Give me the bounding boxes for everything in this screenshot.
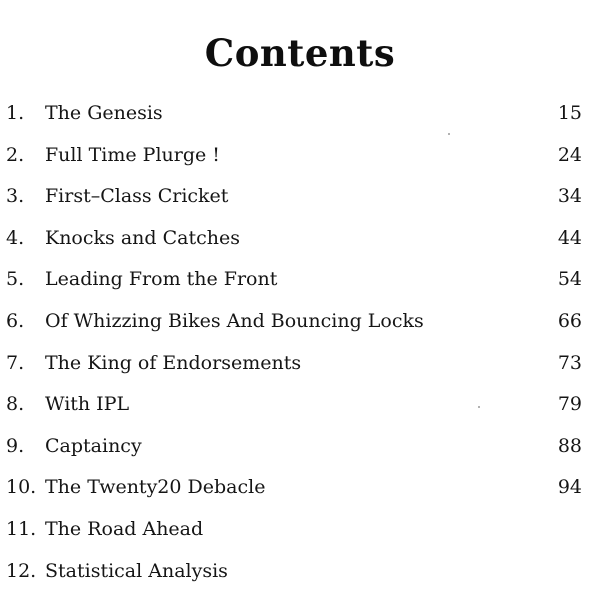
entry-title: The Road Ahead xyxy=(45,517,204,540)
toc-entry xyxy=(0,346,600,388)
entry-number: 11. xyxy=(6,517,37,540)
toc-entry xyxy=(0,304,600,346)
table-of-contents xyxy=(0,96,600,595)
entry-title: With IPL xyxy=(45,393,130,416)
entry-title: Of Whizzing Bikes And Bouncing Locks xyxy=(45,309,424,332)
entry-number: 12. xyxy=(6,559,37,582)
entry-title: Knocks and Catches xyxy=(45,226,240,249)
entry-number: 10. xyxy=(6,476,37,499)
entry-title: The King of Endorsements xyxy=(45,351,302,374)
toc-entry xyxy=(0,470,600,512)
entry-number: 1. xyxy=(6,102,25,124)
entry-number: 8. xyxy=(6,393,25,416)
entry-number: 6. xyxy=(6,309,25,332)
entry-number: 7. xyxy=(6,351,25,374)
toc-entry xyxy=(0,512,600,554)
entry-number: 9. xyxy=(6,434,25,457)
entry-page: 66 xyxy=(557,309,582,332)
entry-page: 88 xyxy=(557,434,582,457)
entry-page: 54 xyxy=(557,268,582,291)
entry-page: 73 xyxy=(557,351,582,374)
entry-title: Full Time Plurge ! xyxy=(45,143,220,166)
entry-page: 34 xyxy=(557,185,582,208)
entry-title: First–Class Cricket xyxy=(45,185,229,208)
entry-page: 79 xyxy=(557,393,582,416)
toc-entry xyxy=(0,96,600,138)
page-title: Contents xyxy=(204,30,396,75)
toc-entry xyxy=(0,554,600,595)
scan-speck xyxy=(448,133,450,135)
entry-number: 4. xyxy=(6,226,25,249)
entry-number: 5. xyxy=(6,268,25,291)
entry-title: Captaincy xyxy=(45,434,142,457)
toc-entry xyxy=(0,138,600,180)
scan-speck xyxy=(478,406,480,408)
entry-title: The Genesis xyxy=(45,102,163,124)
entry-title: Leading From the Front xyxy=(45,268,278,291)
toc-entry xyxy=(0,262,600,304)
entry-page: 94 xyxy=(557,476,582,499)
entry-number: 3. xyxy=(6,185,25,208)
entry-title: The Twenty20 Debacle xyxy=(45,476,266,499)
entry-page: 15 xyxy=(557,102,582,124)
entry-page: 24 xyxy=(557,143,582,166)
entry-title: Statistical Analysis xyxy=(45,559,228,582)
entry-page: 44 xyxy=(557,226,582,249)
toc-entry xyxy=(0,179,600,221)
toc-entry xyxy=(0,429,600,471)
entry-number: 2. xyxy=(6,143,25,166)
toc-entry xyxy=(0,387,600,429)
toc-entry xyxy=(0,221,600,263)
